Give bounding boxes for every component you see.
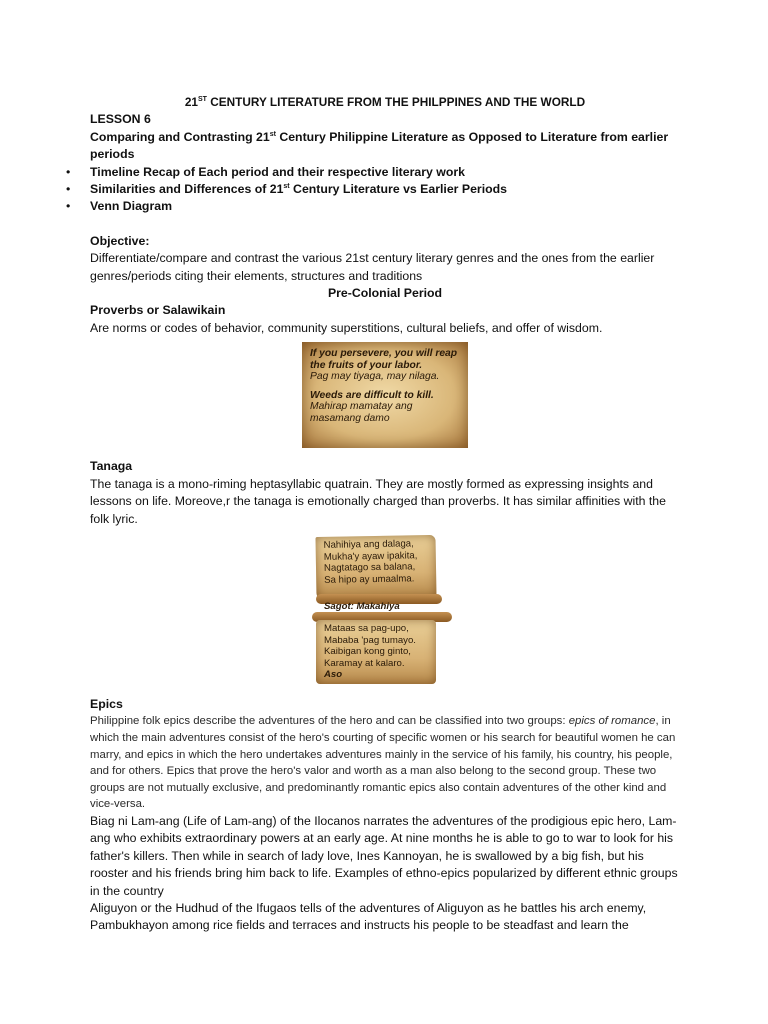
proverbs-image bbox=[302, 342, 468, 448]
lesson-heading-a: Comparing and Contrasting 21 bbox=[90, 129, 270, 144]
tanaga-heading: Tanaga bbox=[90, 459, 133, 474]
scroll-line: Nagtatago sa balana, bbox=[323, 561, 416, 575]
epics-heading: Epics bbox=[90, 696, 123, 711]
objective-text: Differentiate/compare and contrast the various 21st century literary genres and the ones from the earlier genres/periods citing their elements, structures and traditions bbox=[90, 251, 655, 283]
scroll-line: Kaibigan kong ginto, bbox=[324, 646, 411, 658]
bullet-text: Similarities and Differences of 21 bbox=[90, 182, 284, 197]
lesson-heading-b: Century Philippine Literature as Opposed to Literature from earlier periods bbox=[90, 129, 669, 162]
scroll-line: Mukha'y ayaw ipakita, bbox=[323, 549, 418, 563]
scroll-top bbox=[315, 535, 436, 599]
epics-paragraph-2: Biag ni Lam-ang (Life of Lam-ang) of the Ilocanos narrates the adventures of the prodigious epic hero, Lam-ang who exhibits extraordinary powers at an early age. At nine months he is able to go to war to look for his father's killers. Then while in search of lady love, Ines Kannoyan, he is swallowed by a big fish, but his rooster and his friends bring him back to life. Examples of ethno-epics popularized by different ethnic groups in the country bbox=[90, 813, 678, 898]
bullet-sup: st bbox=[283, 182, 290, 190]
proverbs-image-wrap bbox=[90, 337, 680, 458]
scroll-line: Karamay at kalaro. bbox=[324, 657, 405, 669]
bullet-text-end: Century Literature vs Earlier Periods bbox=[289, 182, 507, 197]
list-item bbox=[90, 181, 680, 198]
scroll-line: Sa hipo ay umaalma. bbox=[324, 573, 415, 586]
proverb-tagalog-2: Mahirap mamatay ang masamang damo bbox=[310, 401, 413, 424]
scroll-bottom bbox=[316, 620, 436, 684]
lesson-heading-sup: st bbox=[269, 130, 276, 138]
list-item bbox=[90, 198, 680, 215]
objective-label: Objective: bbox=[90, 233, 150, 248]
scroll-bottom-answer: Aso bbox=[324, 669, 343, 681]
epics-paragraph-1 bbox=[90, 713, 680, 813]
tanaga-image-wrap bbox=[90, 528, 680, 696]
lesson-heading bbox=[90, 129, 680, 164]
scroll-top-answer: Sagot: Makahiya bbox=[324, 600, 400, 612]
proverb-tagalog-1: Pag may tiyaga, may nilaga. bbox=[310, 371, 440, 383]
lesson-topics-list bbox=[90, 164, 680, 216]
period-title: Pre-Colonial Period bbox=[327, 286, 443, 301]
tanaga-text: The tanaga is a mono-riming heptasyllabic quatrain. They are mostly formed as expressing insights and lessons on life. Moreove,r the tanaga is emotionally charged than proverbs. It has similar affinities with the folk lyric. bbox=[90, 476, 666, 526]
spacer bbox=[90, 216, 680, 233]
epics-p1-a: Philippine folk epics describe the adventures of the hero and can be classified into two groups: bbox=[90, 715, 569, 728]
bullet-text: Venn Diagram bbox=[90, 199, 173, 214]
scroll-line: Mataas sa pag-upo, bbox=[324, 622, 409, 634]
spacer bbox=[310, 383, 460, 390]
lesson-label: LESSON 6 bbox=[90, 112, 151, 127]
tanaga-scroll-image bbox=[310, 536, 460, 686]
scroll-line: Mababa 'pag tumayo. bbox=[324, 634, 416, 646]
scroll-line: Nahihiya ang dalaga, bbox=[323, 538, 414, 551]
title-rest: CENTURY LITERATURE FROM THE PHILPPINES AND THE WORLD bbox=[206, 95, 586, 109]
list-item bbox=[90, 164, 680, 181]
proverbs-heading: Proverbs or Salawikain bbox=[90, 303, 226, 318]
epics-p1-italic: epics of romance bbox=[568, 715, 656, 728]
title-sup: ST bbox=[198, 96, 207, 104]
proverb-english-1: If you persevere, you will reap the fruits of your labor. bbox=[310, 348, 458, 371]
proverbs-text: Are norms or codes of behavior, community superstitions, cultural beliefs, and offer of wisdom. bbox=[90, 320, 603, 335]
title-prefix: 21 bbox=[184, 95, 198, 109]
epics-paragraph-3: Aliguyon or the Hudhud of the Ifugaos tells of the adventures of Aliguyon as he battles his arch enemy, Pambukhayon among rice fields and terraces and instructs his people to be steadfast and learn the bbox=[90, 900, 647, 933]
epics-p1-b: , in which the main adventures consist of the hero's courting of specific women or his search for beautiful women he can marry, and epics in which the hero undertakes adventures mainly in the service of his family, his country, his people, and for others. Epics that prove the hero's valor and worth as a man also belong to the second group. These two groups are not mutually exclusive, and predominantly romantic epics also contain adventures of the other kind and vice-versa. bbox=[90, 715, 676, 811]
proverb-english-2: Weeds are difficult to kill. bbox=[310, 389, 434, 401]
page-title bbox=[90, 94, 680, 111]
document-body bbox=[90, 94, 680, 935]
bullet-text: Timeline Recap of Each period and their respective literary work bbox=[90, 164, 465, 179]
